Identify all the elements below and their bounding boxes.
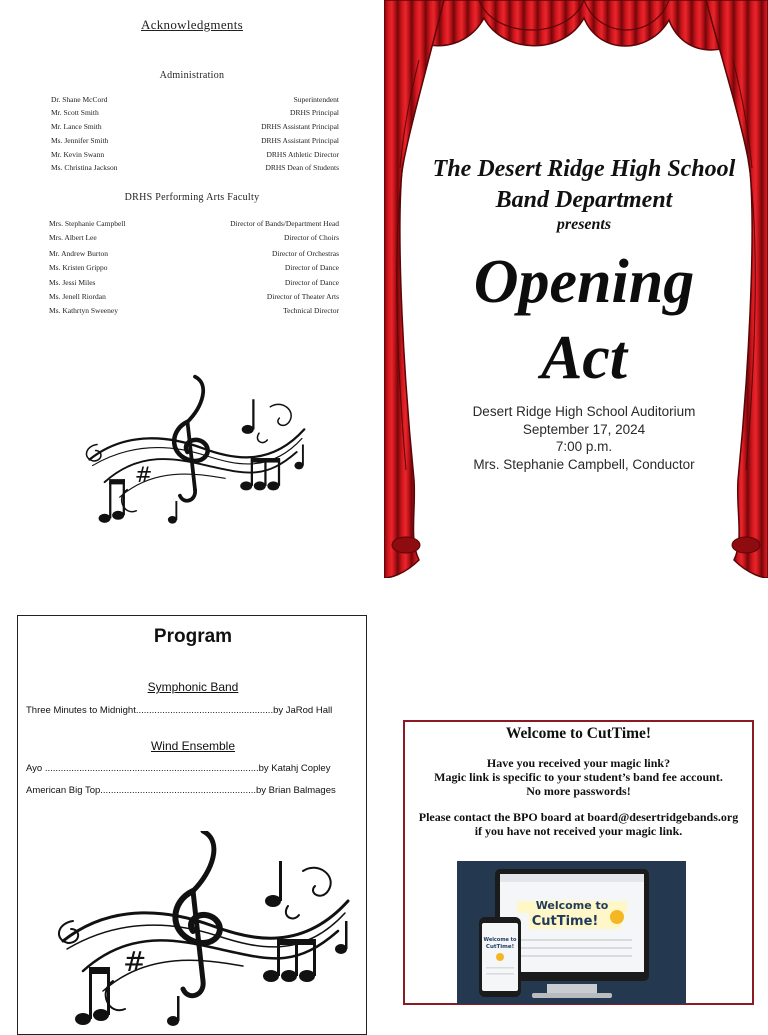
faculty-name: Ms. Kathrtyn Sweeney bbox=[49, 305, 118, 315]
administration-heading: Administration bbox=[159, 70, 225, 81]
faculty-role: Director of Bands/Department Head bbox=[230, 218, 339, 228]
cuttime-devices-image bbox=[457, 861, 686, 1004]
faculty-row bbox=[49, 261, 339, 273]
show-title-line2: Act bbox=[540, 324, 628, 392]
faculty-row bbox=[49, 217, 339, 229]
faculty-role: Director of Dance bbox=[284, 262, 339, 272]
faculty-name: Ms. Jessi Miles bbox=[49, 277, 96, 287]
event-time: 7:00 p.m. bbox=[555, 439, 613, 455]
venue: Desert Ridge High School Auditorium bbox=[472, 404, 696, 419]
admin-row bbox=[51, 106, 339, 118]
screen-cuttime-text: CutTime! bbox=[531, 914, 599, 929]
acknowledgments-page bbox=[0, 0, 384, 580]
faculty-heading: DRHS Performing Arts Faculty bbox=[124, 192, 260, 203]
acknowledgments-title: Acknowledgments bbox=[141, 17, 243, 32]
screen-welcome-text: Welcome to bbox=[535, 899, 609, 912]
department-line: Band Department bbox=[495, 187, 673, 213]
cover-page bbox=[384, 0, 768, 578]
school-line: The Desert Ridge High School bbox=[432, 156, 736, 182]
ensemble-heading: Wind Ensemble bbox=[150, 739, 236, 753]
cuttime-ad bbox=[403, 720, 754, 1005]
admin-name: Ms. Jennifer Smith bbox=[51, 135, 109, 145]
show-title-line1: Opening bbox=[473, 248, 695, 316]
faculty-name: Ms. Kristen Grippo bbox=[49, 262, 108, 272]
admin-row bbox=[51, 148, 339, 160]
wave-hand-icon bbox=[610, 910, 624, 924]
admin-role: DRHS Assistant Principal bbox=[261, 135, 339, 145]
phone-welcome-text: Welcome to bbox=[483, 937, 517, 943]
faculty-name: Mrs. Albert Lee bbox=[49, 232, 97, 242]
faculty-row bbox=[49, 231, 339, 243]
program-piece: American Big Top...........................................................by Brian Balmages bbox=[26, 785, 336, 796]
admin-role: DRHS Athletic Director bbox=[266, 149, 339, 159]
admin-row bbox=[51, 93, 339, 105]
presents-text: presents bbox=[556, 216, 612, 233]
admin-name: Mr. Lance Smith bbox=[51, 121, 102, 131]
program-page bbox=[17, 615, 367, 1035]
phone-cuttime-text: CutTime! bbox=[485, 944, 515, 950]
admin-role: Superintendent bbox=[293, 94, 339, 104]
school-department-title bbox=[384, 154, 768, 216]
faculty-role: Director of Choirs bbox=[284, 232, 339, 242]
faculty-row bbox=[49, 304, 339, 316]
conductor: Mrs. Stephanie Campbell, Conductor bbox=[473, 456, 695, 472]
faculty-row bbox=[49, 290, 339, 302]
faculty-name: Mr. Andrew Burton bbox=[49, 248, 108, 258]
event-details bbox=[384, 403, 768, 473]
faculty-row bbox=[49, 247, 339, 259]
faculty-role: Director of Theater Arts bbox=[266, 291, 339, 301]
ad-title: Welcome to CutTime! bbox=[505, 725, 652, 742]
ad-line: No more passwords! bbox=[526, 784, 631, 798]
admin-name: Mr. Kevin Swann bbox=[51, 149, 105, 159]
program-piece: Three Minutes to Midnight....................................................by JaRod Hall bbox=[26, 705, 333, 716]
ensemble-heading: Symphonic Band bbox=[147, 680, 239, 694]
faculty-row bbox=[49, 276, 339, 288]
program-title: Program bbox=[153, 626, 233, 647]
admin-name: Ms. Christina Jackson bbox=[51, 162, 118, 172]
ad-message bbox=[405, 756, 752, 798]
ad-contact bbox=[405, 810, 752, 838]
ad-line: Have you received your magic link? bbox=[486, 756, 671, 770]
show-title bbox=[384, 244, 768, 396]
admin-role: DRHS Dean of Students bbox=[265, 162, 339, 172]
ad-line: Magic link is specific to your student’s band fee account. bbox=[434, 770, 723, 784]
program-piece: Ayo .................................................................................by Katahj Copley bbox=[26, 763, 331, 774]
devices-illustration bbox=[457, 861, 686, 1004]
faculty-name: Mrs. Stephanie Campbell bbox=[49, 218, 126, 228]
svg-text:#: # bbox=[123, 945, 147, 978]
faculty-role: Director of Dance bbox=[284, 277, 339, 287]
admin-row bbox=[51, 161, 339, 173]
ad-line: Please contact the BPO board at board@desertridgebands.org bbox=[418, 810, 739, 824]
event-date: September 17, 2024 bbox=[522, 421, 646, 437]
admin-name: Mr. Scott Smith bbox=[51, 107, 99, 117]
ad-line: if you have not received your magic link. bbox=[474, 824, 683, 838]
admin-name: Dr. Shane McCord bbox=[51, 94, 108, 104]
admin-role: DRHS Principal bbox=[290, 107, 339, 117]
faculty-name: Ms. Jenell Riordan bbox=[49, 291, 106, 301]
phone-wave-hand-icon bbox=[496, 953, 504, 961]
faculty-role: Director of Orchestras bbox=[271, 248, 339, 258]
admin-role: DRHS Assistant Principal bbox=[261, 121, 339, 131]
music-notes-illustration bbox=[53, 831, 353, 1031]
faculty-role: Technical Director bbox=[283, 305, 339, 315]
music-notes-illustration bbox=[82, 372, 308, 532]
admin-row bbox=[51, 134, 339, 146]
admin-row bbox=[51, 120, 339, 132]
svg-text:#: # bbox=[134, 462, 153, 488]
